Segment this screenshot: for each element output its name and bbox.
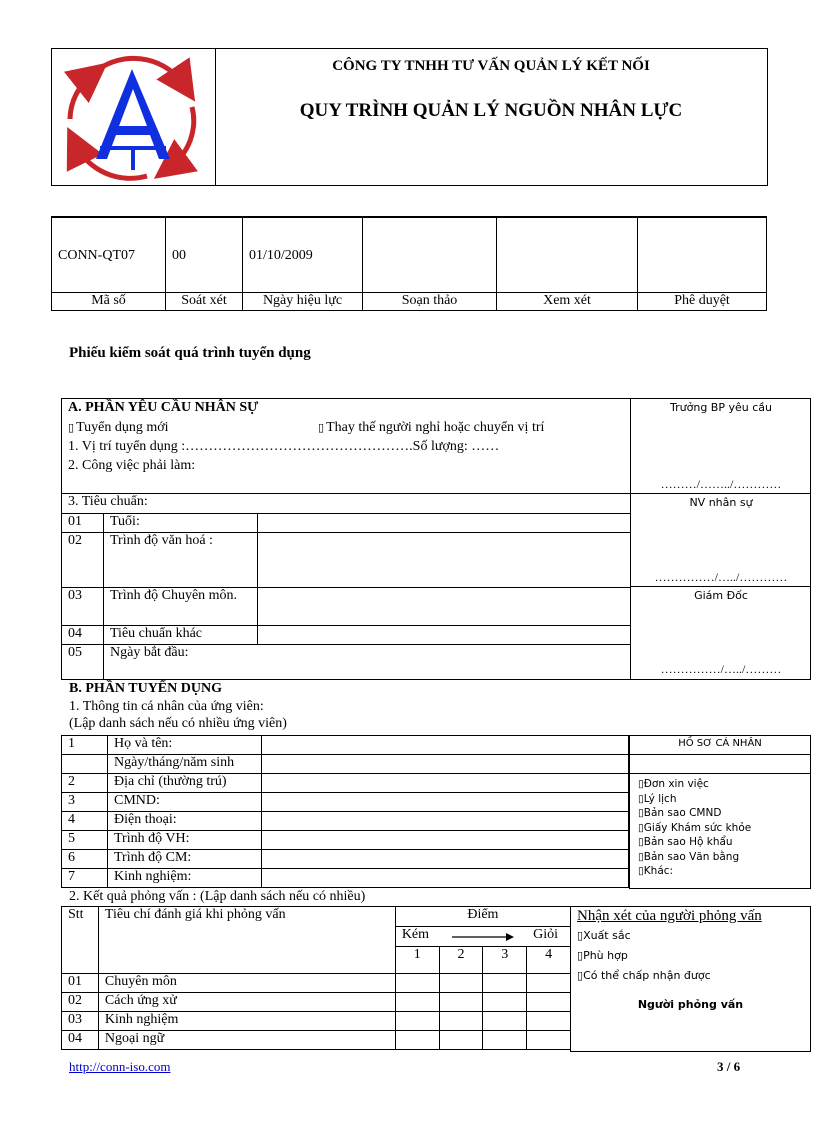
score-col-2: 2 <box>439 947 483 974</box>
criteria-title: 3. Tiêu chuẩn: <box>68 494 148 509</box>
criteria-no: 01 <box>62 514 104 533</box>
checkbox-icon: ▯ <box>577 929 584 942</box>
doc-code: CONN-QT07 <box>52 217 166 292</box>
company-logo-icon <box>52 49 215 185</box>
doc-reviewer-cell <box>497 217 638 292</box>
signer-hr <box>631 493 811 587</box>
signer-director-date: ……………/…../……… <box>660 662 782 676</box>
candidate-info-line: 1. Thông tin cá nhân của ứng viên: <box>69 699 264 714</box>
score-cell[interactable] <box>483 993 527 1012</box>
dossier-item[interactable]: ▯Khác: <box>638 865 674 877</box>
dossier-item[interactable]: ▯Lý lịch <box>638 792 677 805</box>
checkbox-icon: ▯ <box>318 421 325 434</box>
interview-row <box>62 1031 571 1050</box>
criteria-label: Trình độ Chuyên môn. <box>104 588 258 626</box>
personal-row <box>62 793 629 812</box>
criteria-value[interactable] <box>258 533 631 588</box>
candidate-list-note: (Lập danh sách nếu có nhiều ứng viên) <box>69 716 287 731</box>
personal-label: Trình độ VH: <box>108 831 262 850</box>
score-high-label: Giỏi <box>533 927 558 942</box>
dossier-item[interactable]: ▯Bản sao Hộ khẩu <box>638 836 733 848</box>
signer-requester <box>631 399 811 493</box>
dossier-box <box>629 735 811 889</box>
header-box <box>51 48 768 186</box>
personal-row <box>62 869 629 888</box>
criteria-table <box>62 513 630 679</box>
criteria-no: 02 <box>62 533 104 588</box>
interview-criteria: Chuyên môn <box>98 974 395 993</box>
interview-row <box>62 1012 571 1031</box>
interview-title: 2. Kết quả phỏng vấn : (Lập danh sách nếu có nhiều) <box>69 889 366 904</box>
criteria-label: Tiêu chuẩn khác <box>104 626 258 645</box>
personal-value[interactable] <box>262 812 629 831</box>
criteria-label: Tuổi: <box>104 514 258 533</box>
label-code: Mã số <box>52 292 166 310</box>
signer-hr-date: ……………/…../………… <box>654 570 788 584</box>
arrow-right-icon <box>452 932 514 942</box>
option-replacement[interactable] <box>318 420 544 436</box>
personal-no: 4 <box>62 812 108 831</box>
interview-row <box>62 974 571 993</box>
signer-hr-title: NV nhân sự <box>689 496 753 509</box>
interview-criteria: Kinh nghiệm <box>98 1012 395 1031</box>
score-range <box>395 927 570 947</box>
interviewer-label: Người phỏng vấn <box>637 998 744 1011</box>
dossier-item[interactable]: ▯Bản sao Văn bằng <box>638 850 740 863</box>
checkbox-icon: ▯ <box>68 421 75 434</box>
personal-no: 3 <box>62 793 108 812</box>
personal-label: Kinh nghiệm: <box>108 869 262 888</box>
comment-option[interactable]: ▯Có thể chấp nhận được <box>577 969 711 982</box>
document-info-table <box>51 216 767 311</box>
interview-criteria: Ngoại ngữ <box>98 1031 395 1050</box>
label-revision: Soát xét <box>166 292 243 310</box>
interview-criteria: Cách ứng xử <box>98 993 395 1012</box>
document-title: QUY TRÌNH QUẢN LÝ NGUỒN NHÂN LỰC <box>299 100 683 121</box>
section-a-title: A. PHẦN YÊU CẦU NHÂN SỰ <box>68 400 259 415</box>
criteria-row <box>62 533 630 588</box>
personal-row <box>62 850 629 869</box>
dossier-item[interactable]: ▯Giấy Khám sức khỏe <box>638 821 752 834</box>
criteria-row <box>62 514 630 533</box>
criteria-value[interactable] <box>258 514 631 533</box>
signer-requester-title: Trưởng BP yêu cầu <box>670 401 772 414</box>
criteria-no: 03 <box>62 588 104 626</box>
criteria-no: 05 <box>62 645 104 679</box>
doc-revision: 00 <box>166 217 243 292</box>
interview-criteria-header: Tiêu chí đánh giá khi phỏng vấn <box>98 907 395 974</box>
signer-director <box>631 586 811 680</box>
comment-title: Nhận xét của người phỏng vấn <box>577 908 762 924</box>
label-reviewer: Xem xét <box>497 292 638 310</box>
checkbox-icon: ▯ <box>638 850 644 863</box>
personal-no: 2 <box>62 774 108 793</box>
interview-no: 01 <box>62 974 99 993</box>
personal-no: 6 <box>62 850 108 869</box>
doc-approver-cell <box>638 217 767 292</box>
option-replacement-label: Thay thế người nghỉ hoặc chuyển vị trí <box>326 420 545 435</box>
criteria-label: Trình độ văn hoá : <box>104 533 258 588</box>
personal-label: Điện thoại: <box>108 812 262 831</box>
score-cell[interactable] <box>483 1031 527 1050</box>
personal-row <box>62 755 629 774</box>
checkbox-icon: ▯ <box>577 969 584 982</box>
checkbox-icon: ▯ <box>638 778 644 790</box>
criteria-row <box>62 626 630 645</box>
personal-info-table <box>61 735 629 888</box>
score-cell[interactable] <box>439 1012 483 1031</box>
logo <box>52 49 216 185</box>
personal-value[interactable] <box>262 774 629 793</box>
label-drafter: Soạn thảo <box>363 292 497 310</box>
personal-label: Họ và tên: <box>108 736 262 755</box>
checkbox-icon: ▯ <box>638 821 644 834</box>
interview-no: 03 <box>62 1012 99 1031</box>
personal-label: CMND: <box>108 793 262 812</box>
score-cell[interactable] <box>527 1012 571 1031</box>
interviewer-comment-box <box>570 906 811 1052</box>
criteria-label: Ngày bắt đầu: <box>104 645 631 679</box>
personal-value[interactable] <box>262 793 629 812</box>
criteria-no: 04 <box>62 626 104 645</box>
interview-no: 04 <box>62 1031 99 1050</box>
score-low-label: Kém <box>401 927 430 942</box>
score-cell[interactable] <box>395 1031 439 1050</box>
interview-table <box>61 906 571 1050</box>
score-cell[interactable] <box>483 1012 527 1031</box>
label-approver: Phê duyệt <box>638 292 767 310</box>
score-cell[interactable] <box>439 993 483 1012</box>
personal-value[interactable] <box>262 850 629 869</box>
dossier-item[interactable]: ▯Đơn xin việc <box>638 778 709 790</box>
dossier-title: HỒ SƠ CÁ NHÂN <box>630 736 810 755</box>
company-name: CÔNG TY TNHH TƯ VẤN QUẢN LÝ KẾT NỐI <box>332 58 650 74</box>
option-new-hire-label: Tuyển dụng mới <box>76 420 169 435</box>
checkbox-icon: ▯ <box>638 792 644 805</box>
personal-no: 7 <box>62 869 108 888</box>
criteria-value[interactable] <box>258 626 631 645</box>
criteria-block <box>62 493 630 679</box>
personal-label: Trình độ CM: <box>108 850 262 869</box>
score-cell[interactable] <box>439 1031 483 1050</box>
dossier-list <box>630 774 810 879</box>
personal-value[interactable] <box>262 831 629 850</box>
personal-no: 5 <box>62 831 108 850</box>
personal-row <box>62 831 629 850</box>
score-col-1: 1 <box>395 947 439 974</box>
personal-value[interactable] <box>262 869 629 888</box>
signer-column <box>630 399 811 679</box>
personal-row <box>62 812 629 831</box>
footer-link[interactable]: http://conn-iso.com <box>69 1059 171 1074</box>
interview-stt-header: Stt <box>62 907 99 974</box>
option-new-hire[interactable] <box>68 420 169 436</box>
score-cell[interactable] <box>527 1031 571 1050</box>
comment-option[interactable]: ▯Xuất sắc <box>577 929 631 942</box>
doc-drafter-cell <box>363 217 497 292</box>
personal-value[interactable] <box>262 736 629 755</box>
comment-option[interactable]: ▯Phù hợp <box>577 949 628 962</box>
comment-options <box>571 926 810 986</box>
interview-row <box>62 993 571 1012</box>
personal-value[interactable] <box>262 755 629 774</box>
criteria-value[interactable] <box>258 588 631 626</box>
personal-label: Địa chỉ (thường trú) <box>108 774 262 793</box>
personal-row <box>62 774 629 793</box>
criteria-row <box>62 645 630 679</box>
checkbox-icon: ▯ <box>638 807 644 819</box>
page-number: 3 / 6 <box>717 1059 741 1074</box>
signer-requester-date: ………/……../………… <box>660 477 782 491</box>
checkbox-icon: ▯ <box>638 865 644 877</box>
personal-no: 1 <box>62 736 108 755</box>
personal-row <box>62 736 629 755</box>
score-col-3: 3 <box>483 947 527 974</box>
score-col-4: 4 <box>527 947 571 974</box>
personal-no <box>62 755 108 774</box>
checkbox-icon: ▯ <box>577 949 584 962</box>
position-line: 1. Vị trí tuyển dụng :………………………………………….Số lượng: …… <box>68 439 500 454</box>
personal-label: Ngày/tháng/năm sinh <box>108 755 262 774</box>
doc-effective-date: 01/10/2009 <box>243 217 363 292</box>
section-a <box>61 398 811 680</box>
section-b-title: B. PHẦN TUYỂN DỤNG <box>69 681 222 696</box>
job-description-line: 2. Công việc phải làm: <box>68 458 196 473</box>
label-effective-date: Ngày hiệu lực <box>243 292 363 310</box>
dossier-item[interactable]: ▯Bản sao CMND <box>638 807 722 819</box>
form-title: Phiếu kiểm soát quá trình tuyển dụng <box>69 345 311 361</box>
signer-director-title: Giám Đốc <box>694 589 748 602</box>
score-cell[interactable] <box>395 993 439 1012</box>
checkbox-icon: ▯ <box>638 836 644 848</box>
score-cell[interactable] <box>483 974 527 993</box>
score-cell[interactable] <box>395 1012 439 1031</box>
criteria-row <box>62 588 630 626</box>
score-cell[interactable] <box>439 974 483 993</box>
score-cell[interactable] <box>527 993 571 1012</box>
score-cell[interactable] <box>527 974 571 993</box>
interview-no: 02 <box>62 993 99 1012</box>
score-cell[interactable] <box>395 974 439 993</box>
score-header: Điểm <box>395 907 570 927</box>
